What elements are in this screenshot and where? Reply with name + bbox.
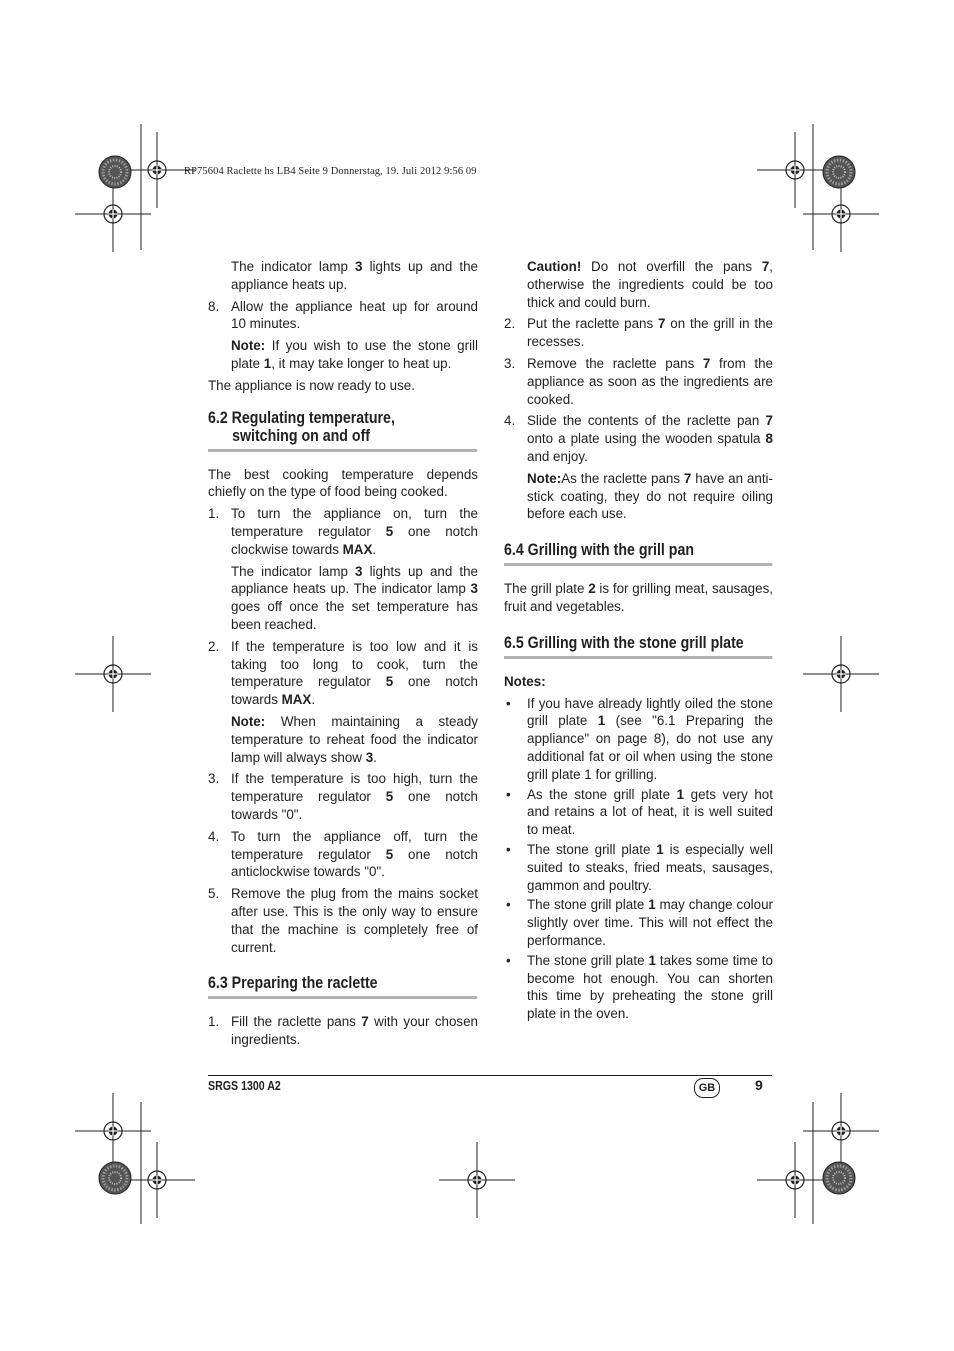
section-heading: 6.2 Regulating temperature, switching on and off [208,409,477,452]
section-heading: 6.3 Preparing the raclette [208,974,477,999]
list-item: 2. If the temperature is too low and it is taking too long to cook, turn the temperature regulator 5 one notch towards MAX. [208,638,478,708]
section-heading: 6.5 Grilling with the stone grill plate [504,634,772,659]
list-item: 5. Remove the plug from the mains socket after use. This is the only way to ensure that the machine is completely free of current. [208,886,478,955]
right-column [504,258,773,1025]
list-item: 1. To turn the appliance on, turn the temperature regulator 5 one notch clockwise towards MAX. [208,506,478,557]
paragraph: The indicator lamp 3 lights up and the appliance heats up. The indicator lamp 3 goes off once the set temperature has been reached. [231,563,479,632]
list-item: • The stone grill plate 1 is especially well suited to steaks, fried meats, sausages, gammon and poultry. [506,841,773,893]
paragraph: The grill plate 2 is for grilling meat, sausages, fruit and vegetables. [504,581,773,614]
section-heading: 6.4 Grilling with the grill pan [504,541,772,566]
left-column [208,258,478,1053]
list-item: • As the stone grill plate 1 gets very hot and retains a lot of heat, it is well suited to meat. [506,786,773,838]
footer-rule [208,1075,772,1076]
list-item: • The stone grill plate 1 takes some time to become hot enough. You can shorten this time by preheating the stone grill plate in the oven. [506,952,773,1022]
note: Note: If you wish to use the stone grill plate 1, it may take longer to heat up. [231,338,478,371]
list-item: 3. Remove the raclette pans 7 from the appliance as soon as the ingredients are cooked. [504,355,773,407]
caution: Caution! Do not overfill the pans 7, otherwise the ingredients could be too thick and could burn. [527,259,773,310]
notes-label: Notes: [504,673,546,689]
list-item: • The stone grill plate 1 may change colour slightly over time. This will not effect the performance. [506,897,773,948]
note: Note: When maintaining a steady temperature to reheat food the indicator lamp will always show 3. [231,713,478,765]
paragraph: The indicator lamp 3 lights up and the appliance heats up. [231,259,479,292]
note: Note:As the raclette pans 7 have an anti-stick coating, they do not require oiling before each use. [527,470,773,522]
list-item: 1. Fill the raclette pans 7 with your chosen ingredients. [208,1014,479,1048]
list-item: • If you have already lightly oiled the stone grill plate 1 (see "6.1 Preparing the appliance" on page 8), do not use any additional fat or oil when using the stone grill plate 1 for grilling. [506,695,773,782]
language-badge: GB [694,1078,720,1098]
list-item: 3. If the temperature is too high, turn the temperature regulator 5 one notch towards "0". [208,771,478,822]
list-item: 4. To turn the appliance off, turn the temperature regulator 5 one notch anticlockwise towards "0". [208,828,478,880]
paragraph: The best cooking temperature depends chiefly on the type of food being cooked. [208,466,478,500]
page-number: 9 [755,1077,763,1093]
print-slug: RP75604 Raclette hs LB4 Seite 9 Donnerstag, 19. Juli 2012 9:56 09 [184,166,477,177]
model-number: SRGS 1300 A2 [208,1079,281,1093]
list-item: 4. Slide the contents of the raclette pan 7 onto a plate using the wooden spatula 8 and enjoy. [504,413,773,464]
paragraph: The appliance is now ready to use. [208,377,415,393]
list-item: 8. Allow the appliance heat up for around 10 minutes. [208,298,478,332]
list-item: 2. Put the raclette pans 7 on the grill in the recesses. [504,316,773,350]
